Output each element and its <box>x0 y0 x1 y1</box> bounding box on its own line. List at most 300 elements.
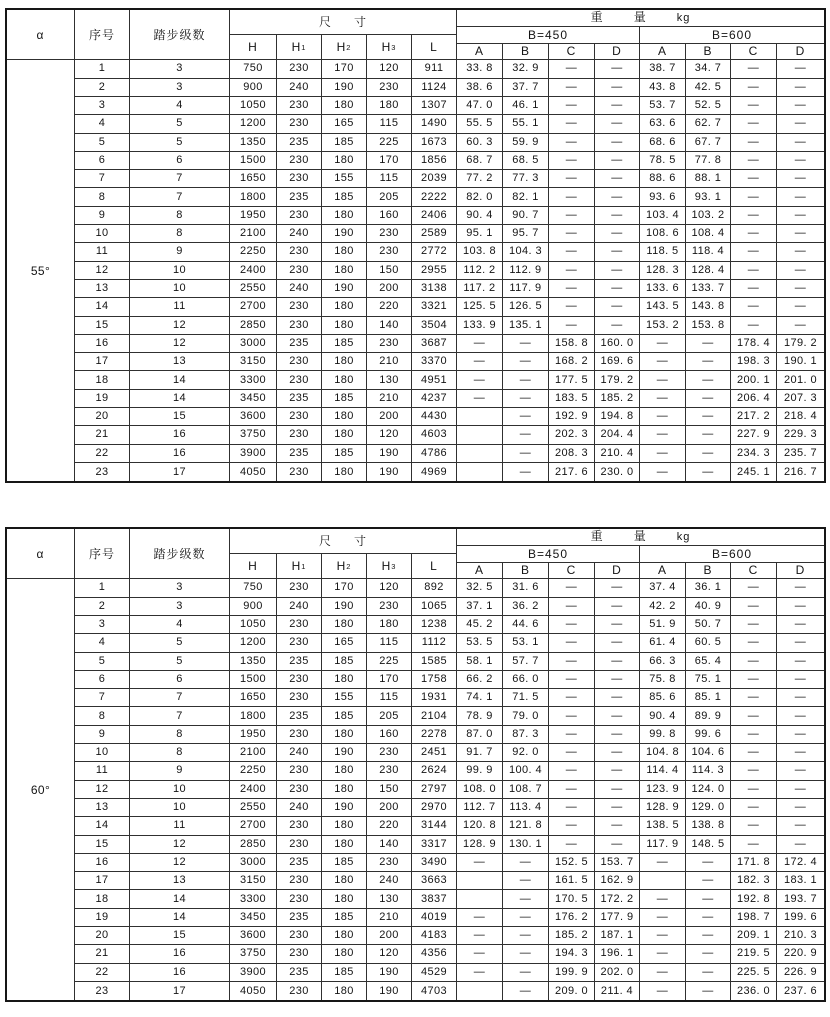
steps-cell: 13 <box>130 353 230 371</box>
weight-b600-a-cell: 153. 2 <box>640 317 686 335</box>
weight-b600-d-cell: — <box>777 836 824 854</box>
dim-h1-cell: 230 <box>277 463 322 481</box>
weight-b450-a-cell <box>457 463 503 481</box>
weight-b600-a-cell: 66. 3 <box>640 653 686 671</box>
dim-l-cell: 3317 <box>412 836 457 854</box>
dim-h-cell: 3150 <box>230 353 277 371</box>
dim-l-cell: 2451 <box>412 744 457 762</box>
dim-l-cell: 3490 <box>412 854 457 872</box>
weight-b600-d-cell: 199. 6 <box>777 909 824 927</box>
dim-h3-cell: 140 <box>367 317 412 335</box>
dim-l-cell: 2222 <box>412 188 457 206</box>
serial-cell: 8 <box>75 188 130 206</box>
weight-b450-a-cell: 55. 5 <box>457 115 503 133</box>
dim-h3-cell: 225 <box>367 653 412 671</box>
dim-column-header-h <box>230 554 277 579</box>
weight-b450-b-cell: 31. 6 <box>503 579 549 597</box>
weight-b450-d-cell: 153. 7 <box>595 854 640 872</box>
weight-b600-a-cell: 68. 6 <box>640 134 686 152</box>
weight-b600-a-cell: 117. 9 <box>640 836 686 854</box>
weight-b600-c-cell: — <box>731 689 777 707</box>
serial-cell: 8 <box>75 707 130 725</box>
dim-l-cell: 4356 <box>412 945 457 963</box>
weight-b450-d-cell: — <box>595 616 640 634</box>
weight-b450-a-cell: — <box>457 927 503 945</box>
dim-h3-cell: 170 <box>367 152 412 170</box>
weight-b600-c-cell: — <box>731 707 777 725</box>
weight-b450-c-cell: — <box>549 79 595 97</box>
weight-b600-b-cell: 103. 2 <box>686 207 731 225</box>
dimensions-title-char: 尺 <box>318 534 332 549</box>
steps-cell: 7 <box>130 188 230 206</box>
weight-b450-b-cell: — <box>503 964 549 982</box>
weight-b450-b-cell: 37. 7 <box>503 79 549 97</box>
weight-b450-c-cell: — <box>549 836 595 854</box>
weight-b450-b-cell: — <box>503 927 549 945</box>
dim-h-cell: 3450 <box>230 390 277 408</box>
steps-cell: 4 <box>130 97 230 115</box>
weight-b450-c-cell: — <box>549 707 595 725</box>
weight-b450-a-cell: 45. 2 <box>457 616 503 634</box>
weight-b450-b-cell: 135. 1 <box>503 317 549 335</box>
dim-h2-cell: 190 <box>322 225 367 243</box>
serial-cell: 10 <box>75 744 130 762</box>
weight-b450-b-cell: 53. 1 <box>503 634 549 652</box>
weight-b450-c-cell: 208. 3 <box>549 445 595 463</box>
serial-cell: 22 <box>75 445 130 463</box>
dim-h1-cell: 230 <box>277 170 322 188</box>
weight-title-char: 重 <box>590 10 604 25</box>
steps-cell: 3 <box>130 60 230 78</box>
weight-b450-c-cell: — <box>549 726 595 744</box>
weight-b600-c-cell: — <box>731 744 777 762</box>
serial-cell: 1 <box>75 579 130 597</box>
dim-h-cell: 2550 <box>230 799 277 817</box>
dim-h-cell: 1650 <box>230 689 277 707</box>
weight-b450-b-cell: 117. 9 <box>503 280 549 298</box>
weight-b600-b-cell: 36. 1 <box>686 579 731 597</box>
weight-b600-d-cell: — <box>777 689 824 707</box>
dim-l-cell: 1112 <box>412 634 457 652</box>
dim-h1-cell: 230 <box>277 982 322 1000</box>
weight-b600-d-cell: 207. 3 <box>777 390 824 408</box>
weight-b600-d-cell: 193. 7 <box>777 890 824 908</box>
weight-b600-b-cell: 89. 9 <box>686 707 731 725</box>
dim-h3-cell: 205 <box>367 707 412 725</box>
weight-column-header-b-b450: B <box>503 563 549 580</box>
weight-b600-d-cell: 201. 0 <box>777 371 824 389</box>
steps-cell: 6 <box>130 152 230 170</box>
dim-l-cell: 1307 <box>412 97 457 115</box>
weight-b600-c-cell: — <box>731 726 777 744</box>
weight-b450-c-cell: — <box>549 653 595 671</box>
steps-cell: 9 <box>130 243 230 261</box>
dim-h1-cell: 230 <box>277 298 322 316</box>
serial-cell: 17 <box>75 353 130 371</box>
steps-cell: 10 <box>130 280 230 298</box>
dim-h2-cell: 185 <box>322 335 367 353</box>
weight-column-header-c-b450: C <box>549 563 595 580</box>
dim-h-cell: 2400 <box>230 262 277 280</box>
dim-h-cell: 1500 <box>230 152 277 170</box>
weight-b450-a-cell: 112. 7 <box>457 799 503 817</box>
dim-h3-cell: 230 <box>367 225 412 243</box>
weight-b600-c-cell: — <box>731 634 777 652</box>
alpha-value: 55° <box>7 60 75 481</box>
weight-column-header-c-b450: C <box>549 44 595 61</box>
weight-b450-a-cell: 60. 3 <box>457 134 503 152</box>
weight-b450-d-cell: — <box>595 836 640 854</box>
b600-group-header: B=600 <box>640 546 824 563</box>
weight-b450-b-cell: 68. 5 <box>503 152 549 170</box>
weight-b450-d-cell: — <box>595 97 640 115</box>
dim-header-subscript: 1 <box>301 42 307 52</box>
dim-h1-cell: 230 <box>277 671 322 689</box>
dim-h3-cell: 190 <box>367 964 412 982</box>
dim-h-cell: 1800 <box>230 188 277 206</box>
weight-b450-a-cell: — <box>457 371 503 389</box>
serial-cell: 20 <box>75 408 130 426</box>
weight-b450-a-cell <box>457 408 503 426</box>
dimensions-group-title <box>319 16 367 28</box>
weight-b450-d-cell: — <box>595 817 640 835</box>
weight-title-char: 量 <box>633 529 647 544</box>
dim-l-cell: 2970 <box>412 799 457 817</box>
serial-column-header: 序号 <box>75 10 130 60</box>
weight-b450-c-cell: 192. 9 <box>549 408 595 426</box>
weight-b450-c-cell: — <box>549 781 595 799</box>
dim-h2-cell: 180 <box>322 817 367 835</box>
dim-l-cell: 2278 <box>412 726 457 744</box>
dim-header-base: H <box>248 559 258 574</box>
dim-column-header-h2 <box>322 554 367 579</box>
dim-h2-cell: 180 <box>322 762 367 780</box>
weight-b600-d-cell: 179. 2 <box>777 335 824 353</box>
weight-b450-d-cell: — <box>595 634 640 652</box>
serial-cell: 18 <box>75 371 130 389</box>
weight-b450-c-cell: 177. 5 <box>549 371 595 389</box>
weight-b450-d-cell: — <box>595 598 640 616</box>
weight-b600-d-cell: — <box>777 188 824 206</box>
dim-h-cell: 1050 <box>230 97 277 115</box>
weight-b600-a-cell <box>640 872 686 890</box>
weight-b600-d-cell: — <box>777 262 824 280</box>
weight-b600-a-cell: — <box>640 964 686 982</box>
weight-b600-d-cell: — <box>777 97 824 115</box>
dim-h-cell: 3450 <box>230 909 277 927</box>
weight-b600-b-cell: 128. 4 <box>686 262 731 280</box>
steps-column-header: 踏步级数 <box>130 529 230 579</box>
dim-h3-cell: 190 <box>367 463 412 481</box>
weight-b600-d-cell: — <box>777 170 824 188</box>
weight-b450-c-cell: — <box>549 616 595 634</box>
weight-b450-b-cell: 32. 9 <box>503 60 549 78</box>
serial-cell: 12 <box>75 262 130 280</box>
weight-b450-c-cell: 168. 2 <box>549 353 595 371</box>
weight-group-header <box>457 529 824 546</box>
dim-h3-cell: 150 <box>367 781 412 799</box>
dim-h-cell: 3600 <box>230 408 277 426</box>
weight-b600-c-cell: — <box>731 262 777 280</box>
dim-h1-cell: 230 <box>277 762 322 780</box>
weight-b450-a-cell: 91. 7 <box>457 744 503 762</box>
dim-h2-cell: 180 <box>322 298 367 316</box>
dim-column-header-l <box>412 35 457 60</box>
weight-b450-c-cell: — <box>549 817 595 835</box>
dim-l-cell: 3663 <box>412 872 457 890</box>
dimensions-title-char: 寸 <box>354 15 368 30</box>
weight-b600-b-cell: — <box>686 445 731 463</box>
weight-b600-d-cell: — <box>777 207 824 225</box>
serial-cell: 1 <box>75 60 130 78</box>
dim-h-cell: 2850 <box>230 836 277 854</box>
dim-h1-cell: 230 <box>277 262 322 280</box>
weight-b450-d-cell: 185. 2 <box>595 390 640 408</box>
weight-b600-c-cell: — <box>731 799 777 817</box>
weight-b600-c-cell: — <box>731 134 777 152</box>
weight-b450-d-cell: — <box>595 653 640 671</box>
serial-cell: 21 <box>75 945 130 963</box>
weight-b450-d-cell: 211. 4 <box>595 982 640 1000</box>
steps-cell: 8 <box>130 726 230 744</box>
dim-h2-cell: 190 <box>322 744 367 762</box>
weight-b600-d-cell: — <box>777 671 824 689</box>
dim-l-cell: 3370 <box>412 353 457 371</box>
dim-h-cell: 900 <box>230 79 277 97</box>
weight-b600-a-cell: 63. 6 <box>640 115 686 133</box>
weight-b450-c-cell: — <box>549 689 595 707</box>
serial-cell: 16 <box>75 335 130 353</box>
dim-l-cell: 4430 <box>412 408 457 426</box>
dim-h-cell: 2100 <box>230 744 277 762</box>
weight-b450-a-cell <box>457 426 503 444</box>
dim-h3-cell: 200 <box>367 799 412 817</box>
dim-h3-cell: 190 <box>367 445 412 463</box>
weight-b450-d-cell: — <box>595 579 640 597</box>
serial-cell: 14 <box>75 298 130 316</box>
dim-l-cell: 4951 <box>412 371 457 389</box>
weight-b450-d-cell: — <box>595 726 640 744</box>
steps-cell: 10 <box>130 262 230 280</box>
serial-cell: 11 <box>75 243 130 261</box>
weight-b600-a-cell: — <box>640 982 686 1000</box>
dim-header-base: H <box>248 40 258 55</box>
weight-b600-a-cell: 108. 6 <box>640 225 686 243</box>
dim-h-cell: 4050 <box>230 463 277 481</box>
dim-h-cell: 750 <box>230 579 277 597</box>
dim-l-cell: 1673 <box>412 134 457 152</box>
dim-h-cell: 3600 <box>230 927 277 945</box>
serial-column-header: 序号 <box>75 529 130 579</box>
dim-h-cell: 1050 <box>230 616 277 634</box>
dim-h3-cell: 230 <box>367 598 412 616</box>
weight-b450-d-cell: — <box>595 115 640 133</box>
weight-b600-b-cell: 143. 8 <box>686 298 731 316</box>
dim-h2-cell: 155 <box>322 689 367 707</box>
dim-h2-cell: 180 <box>322 671 367 689</box>
dim-l-cell: 1065 <box>412 598 457 616</box>
weight-column-header-d-b450: D <box>595 44 640 61</box>
serial-cell: 9 <box>75 726 130 744</box>
dim-header-subscript: 2 <box>346 561 352 571</box>
dim-h2-cell: 180 <box>322 927 367 945</box>
serial-cell: 3 <box>75 616 130 634</box>
weight-b450-c-cell: 209. 0 <box>549 982 595 1000</box>
weight-b450-b-cell: — <box>503 982 549 1000</box>
dim-h-cell: 2250 <box>230 762 277 780</box>
weight-b600-d-cell: — <box>777 634 824 652</box>
dim-l-cell: 3138 <box>412 280 457 298</box>
weight-b450-c-cell: — <box>549 744 595 762</box>
dim-h1-cell: 235 <box>277 188 322 206</box>
dim-header-subscript: 3 <box>391 42 397 52</box>
weight-b450-d-cell: 194. 8 <box>595 408 640 426</box>
dim-h2-cell: 165 <box>322 634 367 652</box>
dim-l-cell: 2624 <box>412 762 457 780</box>
weight-b450-b-cell: 108. 7 <box>503 781 549 799</box>
weight-b450-b-cell: 44. 6 <box>503 616 549 634</box>
weight-b600-b-cell: — <box>686 335 731 353</box>
weight-b450-d-cell: — <box>595 671 640 689</box>
steps-cell: 5 <box>130 115 230 133</box>
dim-h2-cell: 190 <box>322 79 367 97</box>
weight-b450-c-cell: — <box>549 317 595 335</box>
weight-b600-a-cell: — <box>640 445 686 463</box>
serial-cell: 15 <box>75 836 130 854</box>
weight-b600-c-cell: 245. 1 <box>731 463 777 481</box>
weight-b450-d-cell: — <box>595 744 640 762</box>
steps-cell: 8 <box>130 207 230 225</box>
dim-l-cell: 2772 <box>412 243 457 261</box>
dim-h3-cell: 120 <box>367 945 412 963</box>
dim-l-cell: 2104 <box>412 707 457 725</box>
weight-b450-d-cell: — <box>595 188 640 206</box>
dim-h3-cell: 240 <box>367 872 412 890</box>
weight-b600-b-cell: — <box>686 463 731 481</box>
weight-b600-c-cell: — <box>731 579 777 597</box>
dim-h-cell: 1650 <box>230 170 277 188</box>
weight-column-header-d-b600: D <box>777 563 824 580</box>
weight-b450-b-cell: — <box>503 335 549 353</box>
dim-h3-cell: 115 <box>367 634 412 652</box>
weight-b450-a-cell: 77. 2 <box>457 170 503 188</box>
serial-cell: 5 <box>75 134 130 152</box>
dim-h-cell: 1200 <box>230 115 277 133</box>
dim-h3-cell: 130 <box>367 890 412 908</box>
weight-b450-c-cell: — <box>549 634 595 652</box>
weight-b450-d-cell: — <box>595 298 640 316</box>
steps-cell: 7 <box>130 707 230 725</box>
dim-l-cell: 4603 <box>412 426 457 444</box>
dim-h3-cell: 225 <box>367 134 412 152</box>
weight-b600-d-cell: — <box>777 280 824 298</box>
dim-header-subscript: 3 <box>391 561 397 571</box>
weight-b600-b-cell: 75. 1 <box>686 671 731 689</box>
weight-b450-b-cell: — <box>503 390 549 408</box>
weight-b450-c-cell: — <box>549 115 595 133</box>
weight-b600-b-cell: 108. 4 <box>686 225 731 243</box>
steps-cell: 12 <box>130 836 230 854</box>
serial-cell: 15 <box>75 317 130 335</box>
dim-h1-cell: 230 <box>277 115 322 133</box>
dim-h1-cell: 230 <box>277 353 322 371</box>
weight-b600-b-cell: — <box>686 982 731 1000</box>
dim-h1-cell: 230 <box>277 890 322 908</box>
weight-b600-a-cell: 128. 3 <box>640 262 686 280</box>
serial-cell: 18 <box>75 890 130 908</box>
weight-b600-c-cell: 192. 8 <box>731 890 777 908</box>
dim-h-cell: 3300 <box>230 890 277 908</box>
dim-h-cell: 2550 <box>230 280 277 298</box>
dim-h-cell: 1950 <box>230 726 277 744</box>
weight-b450-b-cell: — <box>503 872 549 890</box>
weight-b450-d-cell: 204. 4 <box>595 426 640 444</box>
b600-group-header: B=600 <box>640 27 824 44</box>
weight-b450-b-cell: 112. 9 <box>503 262 549 280</box>
weight-b600-c-cell: — <box>731 762 777 780</box>
steps-cell: 16 <box>130 964 230 982</box>
dim-h2-cell: 190 <box>322 280 367 298</box>
weight-b450-d-cell: 177. 9 <box>595 909 640 927</box>
weight-b600-b-cell: 67. 7 <box>686 134 731 152</box>
dim-header-base: H <box>381 40 392 55</box>
dim-h3-cell: 200 <box>367 280 412 298</box>
dim-h1-cell: 230 <box>277 945 322 963</box>
weight-b600-c-cell: — <box>731 79 777 97</box>
weight-b450-b-cell: — <box>503 353 549 371</box>
weight-b600-b-cell: 129. 0 <box>686 799 731 817</box>
weight-column-header-a-b450: A <box>457 44 503 61</box>
dim-header-base: H <box>381 559 392 574</box>
weight-b600-b-cell: 88. 1 <box>686 170 731 188</box>
steps-cell: 5 <box>130 134 230 152</box>
dim-l-cell: 2589 <box>412 225 457 243</box>
dim-h3-cell: 230 <box>367 243 412 261</box>
dim-h3-cell: 230 <box>367 79 412 97</box>
weight-b600-d-cell: — <box>777 152 824 170</box>
weight-b450-c-cell: 161. 5 <box>549 872 595 890</box>
weight-b450-a-cell: 95. 1 <box>457 225 503 243</box>
dim-column-header-l <box>412 554 457 579</box>
spec-table-alpha-55 <box>5 8 826 483</box>
dim-h1-cell: 230 <box>277 634 322 652</box>
weight-b600-c-cell: 178. 4 <box>731 335 777 353</box>
weight-b600-d-cell: — <box>777 726 824 744</box>
weight-b450-a-cell: 82. 0 <box>457 188 503 206</box>
dim-h2-cell: 185 <box>322 707 367 725</box>
alpha-column-header: α <box>7 10 75 60</box>
weight-b600-d-cell: 216. 7 <box>784 465 817 478</box>
dim-h3-cell: 220 <box>367 817 412 835</box>
weight-b450-b-cell: 104. 3 <box>503 243 549 261</box>
weight-b600-d-cell: 220. 9 <box>777 945 824 963</box>
weight-b450-c-cell: — <box>549 243 595 261</box>
weight-column-header-d-b450: D <box>595 563 640 580</box>
dim-h1-cell: 230 <box>277 243 322 261</box>
dim-h3-cell: 190 <box>367 982 412 1000</box>
steps-cell: 5 <box>130 653 230 671</box>
weight-b600-d-cell: 229. 3 <box>777 426 824 444</box>
weight-b600-a-cell: 42. 2 <box>640 598 686 616</box>
weight-column-header-c-b600: C <box>731 563 777 580</box>
dim-l-cell: 1585 <box>412 653 457 671</box>
weight-b600-a-cell: — <box>640 945 686 963</box>
steps-cell: 13 <box>130 872 230 890</box>
serial-cell: 2 <box>75 79 130 97</box>
weight-b450-c-cell: 202. 3 <box>549 426 595 444</box>
dim-h3-cell: 230 <box>367 744 412 762</box>
weight-b600-b-cell: 77. 8 <box>686 152 731 170</box>
